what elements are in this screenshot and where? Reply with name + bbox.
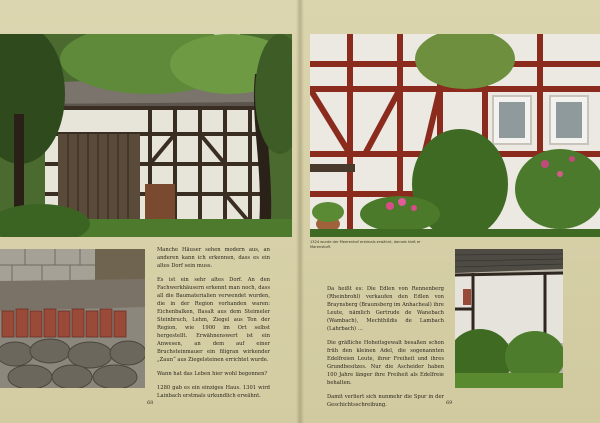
photo-caption: 1324 wurde der Meerenhof erstmals erwähnt, damals hieß er Marenshoff. — [310, 240, 421, 249]
book-gutter — [296, 0, 304, 423]
left-paragraph-4: 1280 gab es ein einziges Haus. 1301 wird Lainbach erstmals urkundlich erwähnt. — [157, 385, 270, 399]
photo-half-timbered-house-trees — [0, 34, 292, 237]
right-paragraph-3: Damit verliert sich nunmehr die Spur in der Geschichtsschreibung. — [327, 394, 444, 408]
photo-small-timbered-house — [455, 249, 563, 388]
right-page-text — [327, 285, 444, 415]
left-page-text — [157, 246, 270, 406]
photo-facade-drawing — [310, 34, 600, 237]
right-paragraph-1: Da heißt es: Die Edlen von Rennenberg (Rheinbrohl) verkaufen den Edlen von Braynsberg (Braunsberg im Anhacheal) ihre Leute, nämlich Gertrude de Wanebach (Wambach), Mechthildis de Lambach (Lahrbach) … — [327, 286, 444, 332]
left-paragraph-2: Es ist ein sehr altes Dorf. An den Fachwerkhäusern erkennt man noch, dass all die Baumaterialien verwendet wurden, die in der Region vorhanden waren: Eichenbalken, Basalt aus dem Steimeler Steinbruch, Lehm, Ziegel aus Ton der Region, wie 1900 im Ort selbst hergestellt. Erwähnenswert ist ein Anwesen, an dem auf einer Bruchsteinmauer ein filigran wirkender „Zaun“ aus Ziegelsteinen errichtet wurde. — [157, 277, 270, 363]
photo-timbered-facade-flowers — [310, 34, 600, 237]
left-paragraph-3: Wann hat das Leben hier wohl begonnen? — [157, 371, 268, 377]
photo-house-trees-drawing — [0, 34, 292, 237]
page-number-right: 69 — [446, 400, 453, 406]
photo-stone-wall — [0, 249, 145, 388]
photo-small-house-drawing — [455, 249, 563, 388]
left-paragraph-1: Manche Häuser sehen modern aus, an anderen kann ich erkennen, dass es ein altes Dorf sein muss. — [157, 247, 270, 269]
photo-wall-drawing — [0, 249, 145, 388]
page-number-left: 68 — [147, 400, 154, 406]
right-paragraph-2: Die gräfliche Hoheitsgewalt besaßen schon früh den kleinen Adel, die sogenannten Edelfreien Leute, ihrer Freiheit und ihres Grundbesitzes. Nur die Ascheider haben 100 Jahre länger ihre Freiheit als Edelfreie behalten. — [327, 340, 444, 386]
